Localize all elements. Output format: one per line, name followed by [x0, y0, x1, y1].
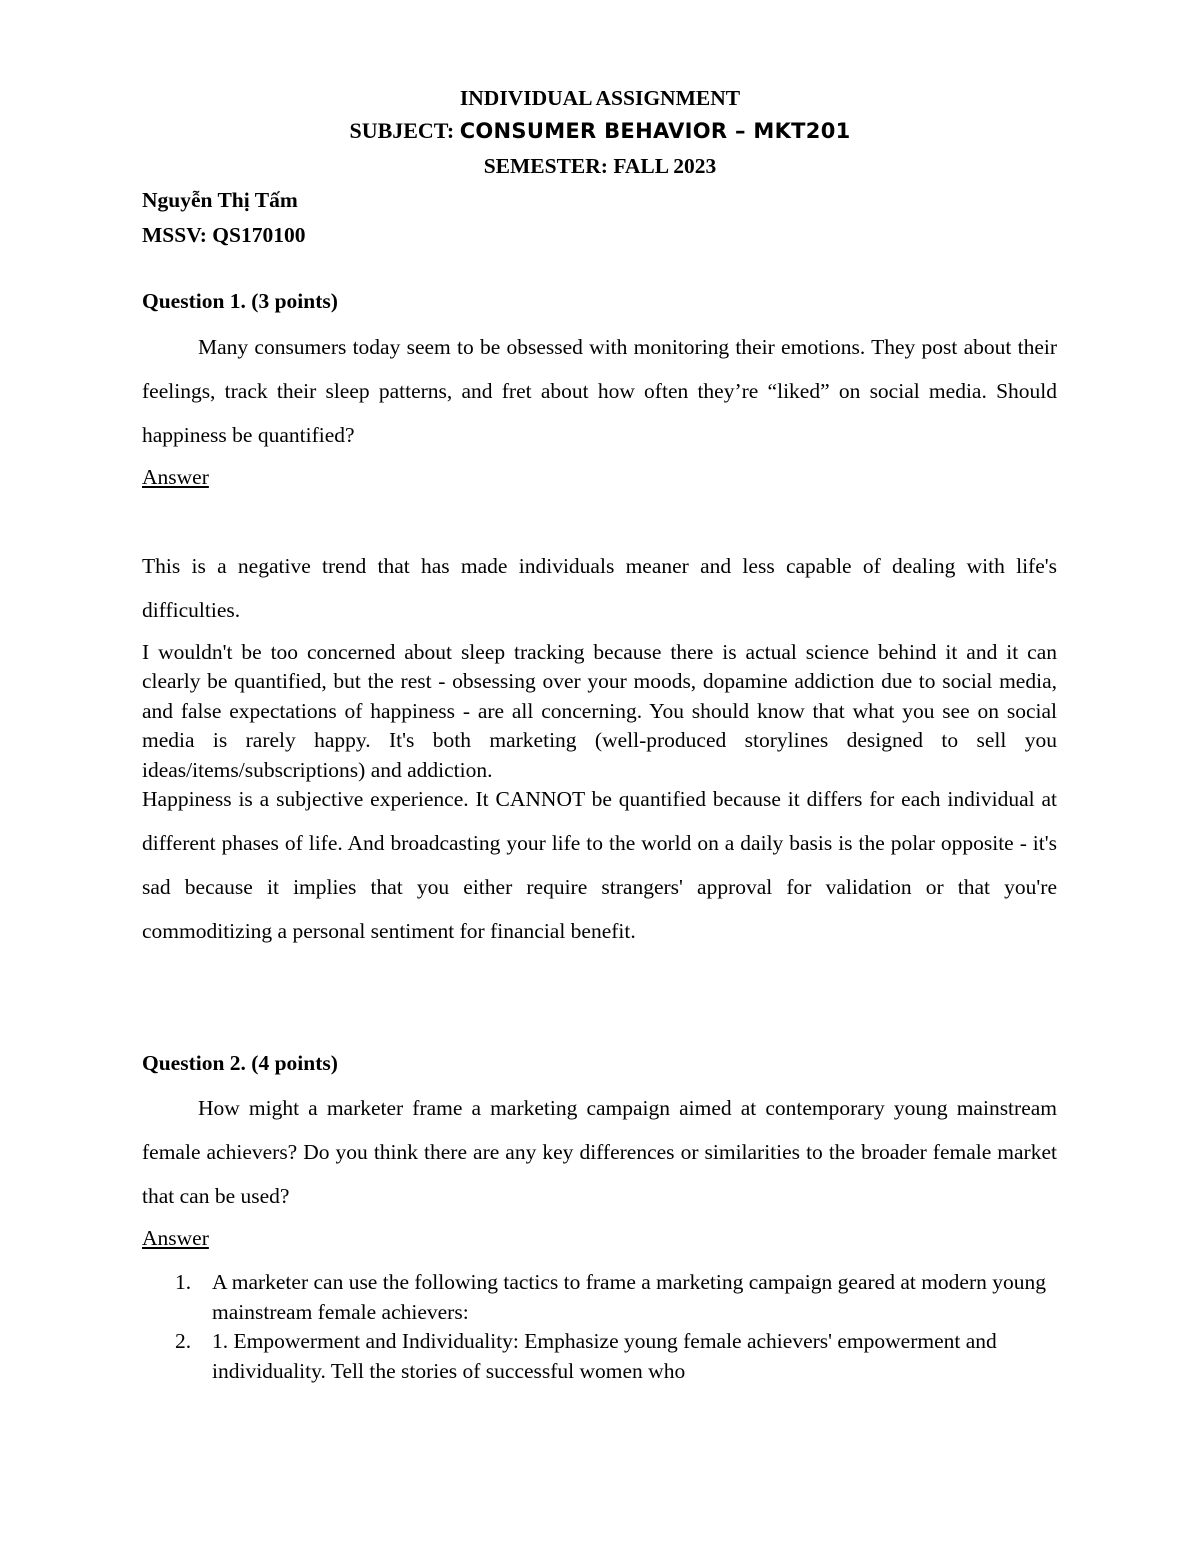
question-1-answer-paragraph-3: Happiness is a subjective experience. It CANNOT be quantified because it differs for each individual at different phases of life. And broadcasting your life to the world on a daily basis is the polar opposite - it's sad because it implies that you either require strangers' approval for validation or that you're commoditizing a personal sentiment for financial benefit. [142, 787, 1057, 943]
subject-value: CONSUMER BEHAVIOR – MKT201 [459, 119, 851, 143]
question-2-heading: Question 2. (4 points) [142, 1051, 338, 1075]
list-item-text: A marketer can use the following tactics to frame a marketing campaign geared at modern young mainstream female achievers: [212, 1270, 1047, 1324]
student-name: Nguyễn Thị Tấm [142, 188, 298, 212]
question-2-prompt: How might a marketer frame a marketing campaign aimed at contemporary young mainstream female achievers? Do you think there are any key differences or similarities to the broader female market that can be used? [142, 1096, 1057, 1208]
list-item-number: 1. [175, 1270, 192, 1294]
list-item-number: 2. [175, 1329, 192, 1353]
question-2-answer-label: Answer [142, 1226, 209, 1250]
semester-line: SEMESTER: FALL 2023 [483, 154, 717, 178]
question-1-answer-label: Answer [142, 465, 209, 489]
question-1-answer-paragraph-1: This is a negative trend that has made individuals meaner and less capable of dealing with life's difficulties. [142, 554, 1057, 622]
list-item [142, 1327, 1057, 1386]
list-item-text: 1. Empowerment and Individuality: Emphasize young female achievers' empowerment and individuality. Tell the stories of successful women who [212, 1329, 997, 1383]
subject-line [0, 118, 1200, 144]
question-2-answer-list [142, 1268, 1057, 1386]
assignment-title: INDIVIDUAL ASSIGNMENT [459, 86, 741, 110]
question-1-heading: Question 1. (3 points) [142, 289, 338, 313]
question-1-prompt: Many consumers today seem to be obsessed with monitoring their emotions. They post about their feelings, track their sleep patterns, and fret about how often they’re “liked” on social media. Should happiness be quantified? [142, 335, 1057, 447]
student-id: MSSV: QS170100 [142, 223, 306, 247]
list-item [142, 1268, 1057, 1327]
question-1-answer-paragraph-2: I wouldn't be too concerned about sleep tracking because there is actual science behind it and it can clearly be quantified, but the rest - obsessing over your moods, dopamine addiction due to social media, and false expectations of happiness - are all concerning. You should know that what you see on social media is rarely happy. It's both marketing (well-produced storylines designed to sell you ideas/items/subscriptions) and addiction. [142, 640, 1057, 782]
subject-label: SUBJECT: [349, 118, 460, 143]
